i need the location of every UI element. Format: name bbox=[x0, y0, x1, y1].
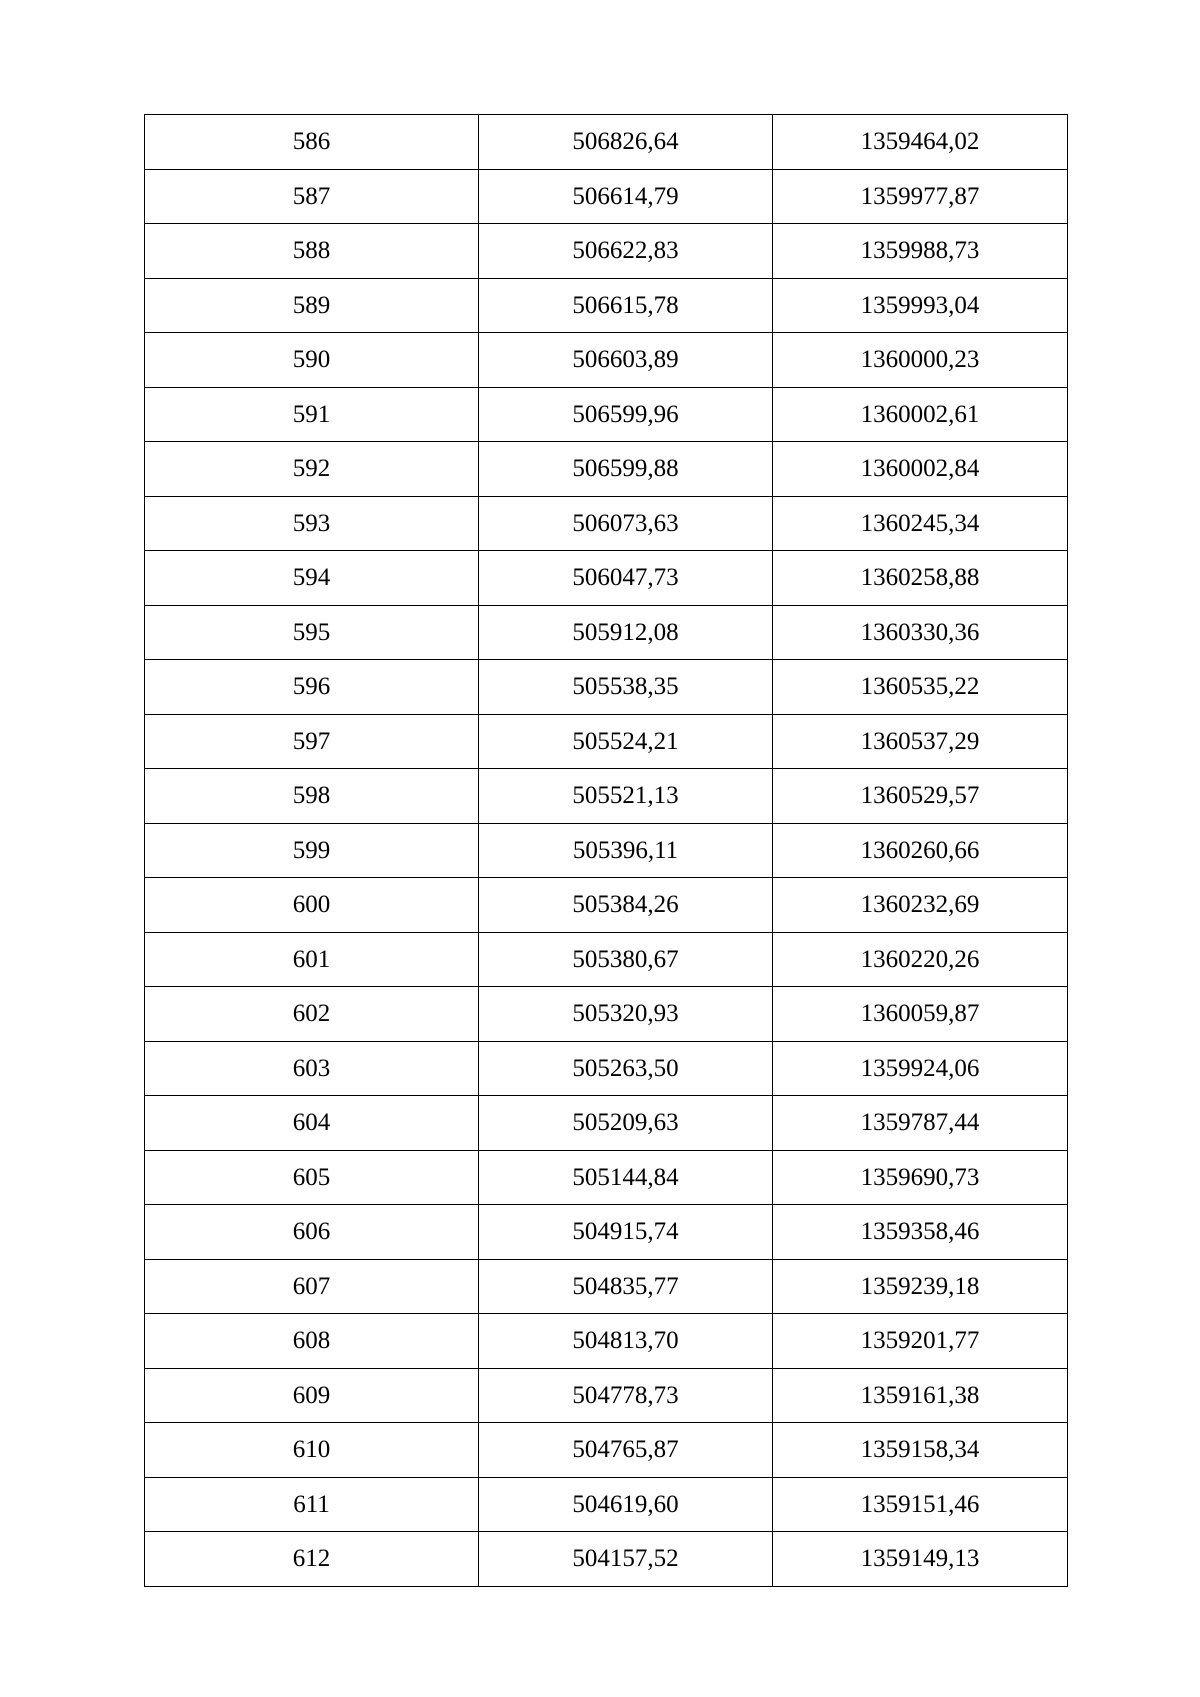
x-coordinate-cell: 504813,70 bbox=[479, 1314, 773, 1369]
table-row bbox=[145, 932, 1068, 987]
point-number-cell: 587 bbox=[145, 169, 479, 224]
y-coordinate-cell: 1360002,84 bbox=[773, 442, 1068, 497]
point-number-cell: 595 bbox=[145, 605, 479, 660]
table-row bbox=[145, 224, 1068, 279]
y-coordinate-cell: 1360232,69 bbox=[773, 878, 1068, 933]
table-row bbox=[145, 1477, 1068, 1532]
point-number-cell: 598 bbox=[145, 769, 479, 824]
point-number-cell: 603 bbox=[145, 1041, 479, 1096]
y-coordinate-cell: 1360059,87 bbox=[773, 987, 1068, 1042]
y-coordinate-cell: 1360258,88 bbox=[773, 551, 1068, 606]
y-coordinate-cell: 1359158,34 bbox=[773, 1423, 1068, 1478]
y-coordinate-cell: 1359924,06 bbox=[773, 1041, 1068, 1096]
point-number-cell: 610 bbox=[145, 1423, 479, 1478]
x-coordinate-cell: 504835,77 bbox=[479, 1259, 773, 1314]
table-row bbox=[145, 1041, 1068, 1096]
point-number-cell: 590 bbox=[145, 333, 479, 388]
table-row bbox=[145, 714, 1068, 769]
x-coordinate-cell: 504915,74 bbox=[479, 1205, 773, 1260]
table-row bbox=[145, 442, 1068, 497]
point-number-cell: 586 bbox=[145, 115, 479, 170]
x-coordinate-cell: 506614,79 bbox=[479, 169, 773, 224]
table-row bbox=[145, 660, 1068, 715]
point-number-cell: 604 bbox=[145, 1096, 479, 1151]
x-coordinate-cell: 505912,08 bbox=[479, 605, 773, 660]
y-coordinate-cell: 1359239,18 bbox=[773, 1259, 1068, 1314]
point-number-cell: 600 bbox=[145, 878, 479, 933]
y-coordinate-cell: 1360220,26 bbox=[773, 932, 1068, 987]
table-row bbox=[145, 333, 1068, 388]
y-coordinate-cell: 1360002,61 bbox=[773, 387, 1068, 442]
table-row bbox=[145, 987, 1068, 1042]
x-coordinate-cell: 506073,63 bbox=[479, 496, 773, 551]
table-row bbox=[145, 496, 1068, 551]
table-row bbox=[145, 1150, 1068, 1205]
y-coordinate-cell: 1359993,04 bbox=[773, 278, 1068, 333]
x-coordinate-cell: 506622,83 bbox=[479, 224, 773, 279]
y-coordinate-cell: 1360245,34 bbox=[773, 496, 1068, 551]
table-row bbox=[145, 1259, 1068, 1314]
table-row bbox=[145, 115, 1068, 170]
x-coordinate-cell: 505209,63 bbox=[479, 1096, 773, 1151]
table-row bbox=[145, 278, 1068, 333]
point-number-cell: 599 bbox=[145, 823, 479, 878]
point-number-cell: 593 bbox=[145, 496, 479, 551]
x-coordinate-cell: 504765,87 bbox=[479, 1423, 773, 1478]
x-coordinate-cell: 505396,11 bbox=[479, 823, 773, 878]
x-coordinate-cell: 505538,35 bbox=[479, 660, 773, 715]
point-number-cell: 592 bbox=[145, 442, 479, 497]
point-number-cell: 601 bbox=[145, 932, 479, 987]
point-number-cell: 607 bbox=[145, 1259, 479, 1314]
x-coordinate-cell: 505384,26 bbox=[479, 878, 773, 933]
point-number-cell: 611 bbox=[145, 1477, 479, 1532]
table-row bbox=[145, 1096, 1068, 1151]
y-coordinate-cell: 1359988,73 bbox=[773, 224, 1068, 279]
x-coordinate-cell: 504778,73 bbox=[479, 1368, 773, 1423]
point-number-cell: 612 bbox=[145, 1532, 479, 1587]
x-coordinate-cell: 505524,21 bbox=[479, 714, 773, 769]
point-number-cell: 588 bbox=[145, 224, 479, 279]
y-coordinate-cell: 1359161,38 bbox=[773, 1368, 1068, 1423]
y-coordinate-cell: 1360529,57 bbox=[773, 769, 1068, 824]
x-coordinate-cell: 506615,78 bbox=[479, 278, 773, 333]
table-row bbox=[145, 605, 1068, 660]
y-coordinate-cell: 1359690,73 bbox=[773, 1150, 1068, 1205]
point-number-cell: 589 bbox=[145, 278, 479, 333]
x-coordinate-cell: 506826,64 bbox=[479, 115, 773, 170]
point-number-cell: 602 bbox=[145, 987, 479, 1042]
x-coordinate-cell: 505263,50 bbox=[479, 1041, 773, 1096]
coordinates-table-body bbox=[145, 115, 1068, 1587]
table-row bbox=[145, 1314, 1068, 1369]
y-coordinate-cell: 1360537,29 bbox=[773, 714, 1068, 769]
x-coordinate-cell: 506599,88 bbox=[479, 442, 773, 497]
point-number-cell: 597 bbox=[145, 714, 479, 769]
y-coordinate-cell: 1360260,66 bbox=[773, 823, 1068, 878]
coordinates-table bbox=[144, 114, 1068, 1587]
table-row bbox=[145, 1368, 1068, 1423]
table-row bbox=[145, 1532, 1068, 1587]
point-number-cell: 606 bbox=[145, 1205, 479, 1260]
y-coordinate-cell: 1359151,46 bbox=[773, 1477, 1068, 1532]
table-row bbox=[145, 387, 1068, 442]
point-number-cell: 605 bbox=[145, 1150, 479, 1205]
x-coordinate-cell: 506603,89 bbox=[479, 333, 773, 388]
table-row bbox=[145, 769, 1068, 824]
x-coordinate-cell: 505380,67 bbox=[479, 932, 773, 987]
y-coordinate-cell: 1360330,36 bbox=[773, 605, 1068, 660]
table-row bbox=[145, 1205, 1068, 1260]
x-coordinate-cell: 504619,60 bbox=[479, 1477, 773, 1532]
table-row bbox=[145, 169, 1068, 224]
y-coordinate-cell: 1359201,77 bbox=[773, 1314, 1068, 1369]
table-row bbox=[145, 551, 1068, 606]
table-row bbox=[145, 823, 1068, 878]
y-coordinate-cell: 1359464,02 bbox=[773, 115, 1068, 170]
point-number-cell: 609 bbox=[145, 1368, 479, 1423]
point-number-cell: 596 bbox=[145, 660, 479, 715]
point-number-cell: 591 bbox=[145, 387, 479, 442]
x-coordinate-cell: 505521,13 bbox=[479, 769, 773, 824]
y-coordinate-cell: 1359149,13 bbox=[773, 1532, 1068, 1587]
y-coordinate-cell: 1359787,44 bbox=[773, 1096, 1068, 1151]
x-coordinate-cell: 505320,93 bbox=[479, 987, 773, 1042]
y-coordinate-cell: 1360535,22 bbox=[773, 660, 1068, 715]
x-coordinate-cell: 506599,96 bbox=[479, 387, 773, 442]
point-number-cell: 608 bbox=[145, 1314, 479, 1369]
y-coordinate-cell: 1359977,87 bbox=[773, 169, 1068, 224]
x-coordinate-cell: 504157,52 bbox=[479, 1532, 773, 1587]
y-coordinate-cell: 1359358,46 bbox=[773, 1205, 1068, 1260]
table-row bbox=[145, 878, 1068, 933]
table-row bbox=[145, 1423, 1068, 1478]
x-coordinate-cell: 506047,73 bbox=[479, 551, 773, 606]
point-number-cell: 594 bbox=[145, 551, 479, 606]
x-coordinate-cell: 505144,84 bbox=[479, 1150, 773, 1205]
y-coordinate-cell: 1360000,23 bbox=[773, 333, 1068, 388]
